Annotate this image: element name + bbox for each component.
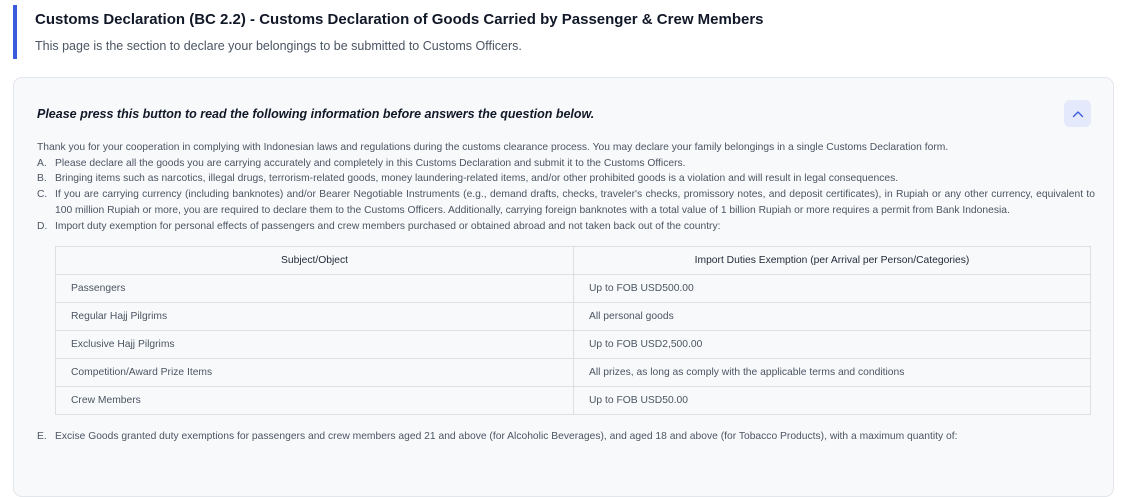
info-item-d [37, 219, 1095, 235]
table-row [56, 275, 1091, 303]
item-marker: A. [37, 157, 47, 169]
table-header-row [56, 247, 1091, 275]
table-cell-exemption: All prizes, as long as comply with the applicable terms and conditions [574, 359, 1091, 387]
table-cell-exemption: Up to FOB USD50.00 [574, 387, 1091, 415]
chevron-up-icon [1072, 110, 1084, 118]
information-panel [13, 77, 1114, 497]
item-text: Bringing items such as narcotics, illegal drugs, terrorism-related goods, money laundering-related items, and/or other prohibited goods is a violation and will result in legal consequences. [55, 173, 899, 185]
table-cell-subject: Passengers [56, 275, 574, 303]
item-marker: C. [37, 189, 48, 201]
column-header-subject: Subject/Object [56, 247, 574, 275]
information-body [37, 140, 1095, 445]
info-item-c [37, 187, 1095, 218]
column-header-exemption: Import Duties Exemption (per Arrival per Person/Categories) [574, 247, 1091, 275]
exemption-table [55, 246, 1091, 415]
item-marker: D. [37, 220, 48, 232]
table-row [56, 331, 1091, 359]
table-cell-exemption: Up to FOB USD500.00 [574, 275, 1091, 303]
info-item-b [37, 171, 1095, 187]
information-heading: Please press this button to read the following information before answers the question below. [37, 107, 595, 121]
page-title: Customs Declaration (BC 2.2) - Customs Declaration of Goods Carried by Passenger & Crew Members [35, 11, 764, 28]
table-cell-subject: Crew Members [56, 387, 574, 415]
table-cell-exemption: Up to FOB USD2,500.00 [574, 331, 1091, 359]
page-header [13, 5, 1113, 59]
table-cell-subject: Regular Hajj Pilgrims [56, 303, 574, 331]
table-row [56, 387, 1091, 415]
item-text: Import duty exemption for personal effects of passengers and crew members purchased or obtained abroad and not taken back out of the country: [55, 220, 721, 232]
table-row [56, 359, 1091, 387]
info-item-e [37, 429, 1095, 445]
item-marker: B. [37, 173, 47, 185]
intro-text: Thank you for your cooperation in complying with Indonesian laws and regulations during the customs clearance process. You may declare your family belongings in a single Customs Declaration form. [37, 142, 949, 153]
item-marker: E. [37, 431, 47, 443]
table-cell-subject: Exclusive Hajj Pilgrims [56, 331, 574, 359]
collapse-information-button[interactable] [1064, 100, 1091, 127]
info-item-a [37, 156, 1095, 172]
item-text: Excise Goods granted duty exemptions for passengers and crew members aged 21 and above (for Alcoholic Beverages), and aged 18 and above (for Tobacco Products), with a maximum quantity of: [55, 431, 958, 443]
table-cell-exemption: All personal goods [574, 303, 1091, 331]
item-text: Please declare all the goods you are carrying accurately and completely in this Customs Declaration and submit it to the Customs Officers. [55, 157, 686, 169]
page-subtitle: This page is the section to declare your belongings to be submitted to Customs Officers. [35, 39, 522, 53]
item-text: If you are carrying currency (including banknotes) and/or Bearer Negotiable Instruments (e.g., demand drafts, checks, traveler's checks, promissory notes, and deposit certificates), in Rupiah or any other currency, equivalent to 100 million Rupiah or more, you are required to declare them to the Customs Officers. Additionally, carrying foreign banknotes with a total value of 1 billion Rupiah or more requires a permit from Bank Indonesia. [55, 189, 1095, 216]
table-cell-subject: Competition/Award Prize Items [56, 359, 574, 387]
table-row [56, 303, 1091, 331]
